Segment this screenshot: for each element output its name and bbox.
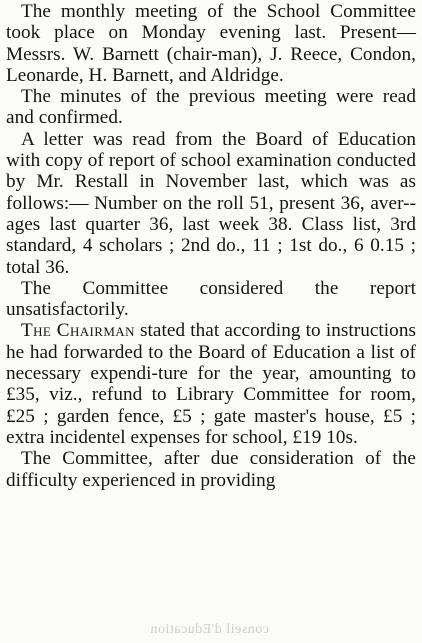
paragraph-committee-consideration: The Committee, after due consideration of the difficulty experienced in providing bbox=[6, 448, 416, 491]
paragraph-meeting-attendance: The monthly meeting of the School Committee took place on Monday evening last. Present—Messrs. W. Barnett (chair-man), J. Reece, Condon, Leonarde, H. Barnett, and Aldridge. bbox=[6, 1, 416, 86]
article-body bbox=[6, 1, 416, 491]
paragraph-minutes: The minutes of the previous meeting were read and confirmed. bbox=[6, 86, 416, 129]
paragraph-committee-opinion: The Committee considered the report unsatisfactorily. bbox=[6, 277, 416, 321]
paragraph-board-letter: A letter was read from the Board of Education with copy of report of school examination conducted by Mr. Restall in November last, which was as follows:— Number on the roll 51, present 36, aver-ages last quarter 36, last week 38. Class list, 3rd standard, 4 scholars ; 2nd do., 11 ; 1st do., 6 0.15 ; total 36. bbox=[6, 128, 416, 278]
bleed-through-text: conseil d'Education bbox=[150, 622, 269, 637]
paragraph-chairman-statement bbox=[6, 320, 416, 448]
chairman-label: The Chairman bbox=[21, 320, 135, 342]
chairman-statement-text: stated that according to instructions he had forwarded to the Board of Education a list of necessary expendi-ture for the year, amounting to £35, viz., refund to Library Committee for room, £25 ; garden fence, £5 ; gate master's house, £5 ; extra incidentel expenses for school, £19 10s. bbox=[6, 320, 416, 448]
